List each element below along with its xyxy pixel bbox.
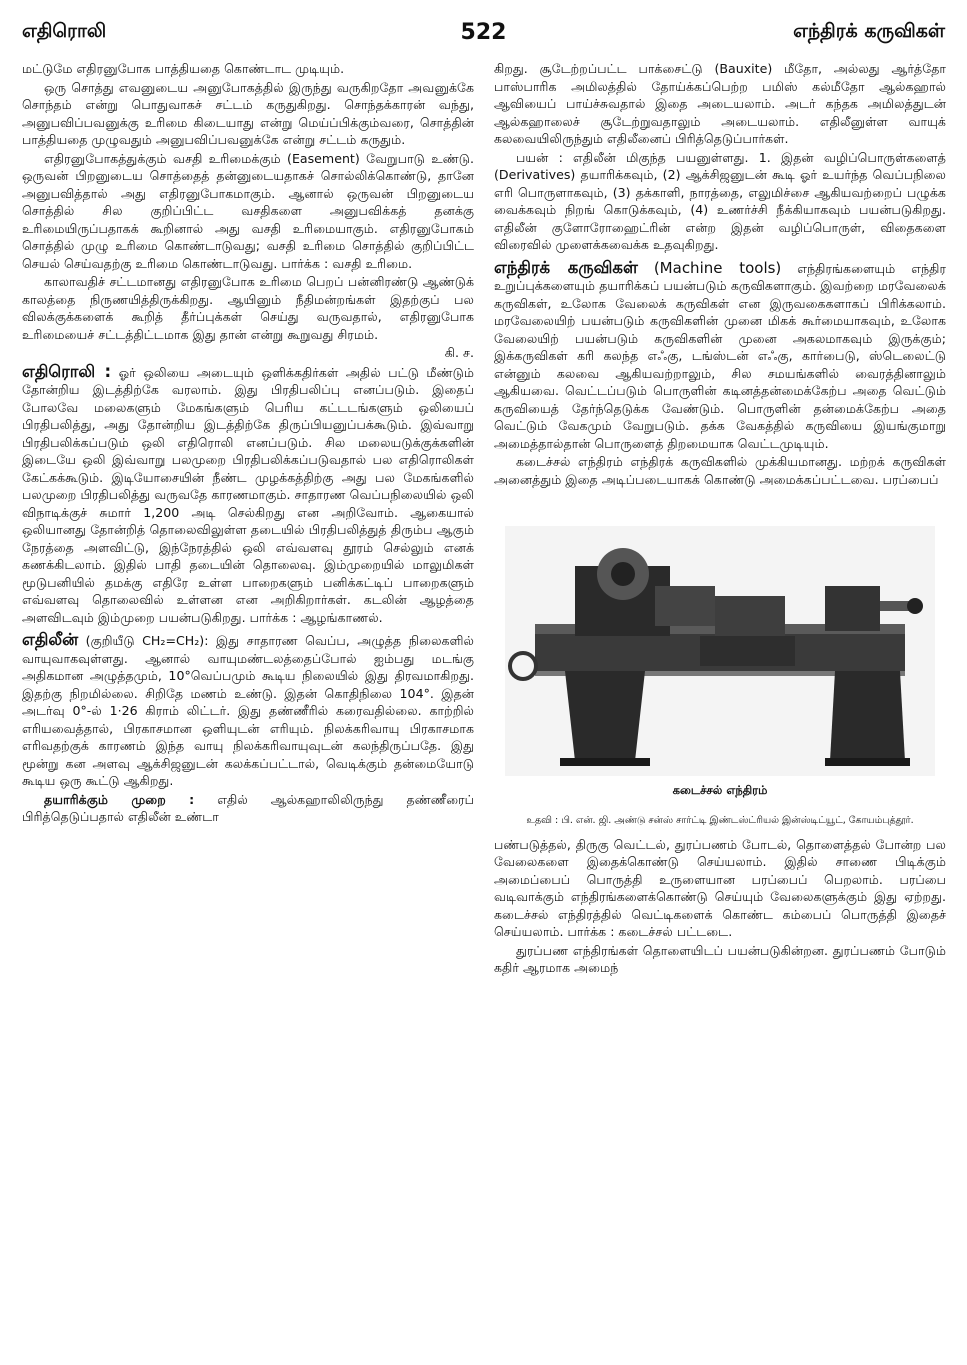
entry-heading: எதிரொலி :: [22, 361, 112, 381]
lathe-figure: [494, 526, 946, 828]
paragraph: [22, 791, 474, 826]
paragraph-body: எதில் ஆல்கஹாலிலிருந்து தண்ணீரைப் பிரித்தெடுப்பதால் எதிலீன் உண்டா: [22, 791, 474, 824]
paragraph: பயன் : எதிலீன் மிகுந்த பயனுள்ளது. 1. இதன் வழிப்பொருள்களைத் (Derivatives) தயாரிக்கவும், (2) ஆக்சிஜனுடன் கூடி ஓர் உயர்ந்த வெப்பநிலை எரி பொருளாகவும், (3) தக்காளி, நாரத்தை, எலுமிச்சை ஆகியவற்றைப் பழுக்க வைக்கவும் நிறங் கொடுக்கவும், (4) உணர்ச்சி நீக்கியாகவும் பயன்படுகிறது. எதிலீன் குளோரோஹைட்ரின் என்ற இதன் வழிப்பொருள், விதைகளை விரைவில் முளைக்கவைக்க உதவுகிறது.: [494, 149, 946, 252]
paragraph: எதிரனுபோகத்துக்கும் வசதி உரிமைக்கும் (Easement) வேறுபாடு உண்டு. ஒருவன் பிறனுடைய சொத்தைத் தன்னுடையதாகச் சொல்லிக்கொண்டு, தானே அனுபவித்தால் அது எதிரனுபோகமாகும். ஆனால் ஒருவன் பிறனுடைய சொத்தில் சில குறிப்பிட்ட வசதிகளை அனுபவிக்கத் தனக்கு உரிமையிருப்பதாகக் கூறினால் அது வசதி உரிமையாகும். எதிரனுபோகம் சொத்தில் முழு உரிமை கொண்டாடுவது; வசதி உரிமை சொத்தில் குறிப்பிட்ட செயல் செய்வதற்கு உரிமை கொண்டாடுவது. பார்க்க : வசதி உரிமை.: [22, 150, 474, 271]
header-right-title: எந்திரக் கருவிகள்: [793, 19, 945, 42]
entry-heading-english: (Machine tools): [653, 258, 782, 277]
paragraph: துரப்பண எந்திரங்கள் தொளையிடப் பயன்படுகின்றன. துரப்பணம் போடும் கதிர் ஆரமாக அமைந்: [494, 942, 946, 975]
entry-heading: எந்திரக் கருவிகள்: [494, 257, 638, 277]
header-left-title: எதிரொலி: [22, 19, 107, 42]
paragraph: கடைச்சல் எந்திரம் எந்திரக் கருவிகளில் முக்கியமானது. மற்றக் கருவிகள் அனைத்தும் இதை அடிப்படையாகக் கொண்டு அமைக்கப்பட்டவை. பரப்பைப்: [494, 454, 946, 487]
entry-heading: எதிலீன்: [22, 630, 79, 649]
author-signature: கி. ச.: [444, 345, 474, 360]
figure-credit: உதவி : பி. என். ஜி. அண்டு சன்ஸ் சார்ட்டி இண்டஸ்ட்ரியல் இன்ஸ்டிட்யூட், கோயம்புத்தூர்.: [526, 814, 914, 826]
chemical-formula: (குறியீடு CH₂=CH₂):: [85, 633, 209, 648]
figure-caption: கடைச்சல் எந்திரம்: [672, 783, 768, 797]
paragraph: பண்படுத்தல், திருகு வெட்டல், துரப்பணம் போடல், தொளைத்தல் போன்ற பல வேலைகளை இதைக்கொண்டு செய்யலாம். இதில் சாணை பிடிக்கும் அமைப்பைப் பொருத்தி உருளையான பரப்பைப் பெறலாம். பரப்பை வடிவாக்கும் எந்திரங்களைக்கொண்டு செய்யும் வேலைகளுக்கும் இது ஏற்றது. கடைச்சல் எந்திரத்தில் வெட்டிகளைக் கொண்ட கம்பைப் பொருத்தி இதைச் செய்யலாம். பார்க்க : கடைச்சல் பட்டடை.: [494, 836, 946, 939]
page-number: 522: [460, 19, 507, 45]
paragraph: ஒரு சொத்து எவனுடைய அனுபோகத்தில் இருந்து வருகிறதோ அவனுக்கே சொந்தம் என்று பொதுவாகச் சட்டம் கருதுகிறது. சொந்தக்காரன் வந்து, அனுபவிப்பவனுக்கு உரிமை கிடையாது என்று மெய்ப்பிக்கும்வரை, சொத்தின் பாத்தியதை முழுவதும் அனுபவிப்பவனுக்கே என்று சட்டம் கருதும்.: [22, 79, 474, 147]
entry-body: ஓர் ஒலியை அடையும் ஒளிக்கதிர்கள் அதில் பட்டு மீண்டும் தோன்றிய இடத்திற்கே வரலாம். இது பிரதிபலிப்பு எனப்படும். இதைப் போலவே மலைகளும் மேகங்களும் பெரிய கட்டடங்களும் ஒலியைப் பிரதிபலித்து, அது தோன்றிய இடத்திற்கே திருப்பியனுப்பக்கூடும். இவ்வாறு பிரதிபலிக்கப்படும் ஒலி எதிரொலி எனப்படும். சில மலையடுக்குக்களின் இடையே ஒலி இவ்வாறு பலமுறை பிரதிபலிக்கப்படுவதால் பல எதிரொலிகள் கேட்கக்கூடும். இடியோசையின் நீண்ட முழக்கத்திற்கு அது பல மேகங்களில் பலமுறை பிரதிபலித்து வருவதே காரணமாகும். சாதாரண வெப்பநிலையில் ஒலி விநாடிக்குச் சுமார் 1,200 அடி செல்கிறது என அறிவோம். ஆகையால் ஒலியானது தோன்றித் தொலைவிலுள்ள தடையில் பிரதிபலித்துத் திரும்ப ஆகும் நேரத்தை அளவிட்டு, இந்நேரத்தில் ஒலி எவ்வளவு தூரம் செல்லும் எனக் கணக்கிடலாம். இதில் பாதி தடையின் தொலைவு. இம்முறையில் மாலுமிகள் மூடுபனியில் தமக்கு எதிரே உள்ள பாறைகளும் பனிக்கட்டிப் பாறைகளும் எவ்வளவு தொலைவில் உள்ளன என அறிகிறார்கள். கடலின் ஆழத்தை அளவிடவும் இம்முறை பயன்படுகிறது. பார்க்க : ஆழங்காணல்.: [22, 364, 474, 625]
page-header: [22, 14, 945, 50]
subheading: தயாரிக்கும் முறை :: [44, 791, 195, 807]
entry-body: இது சாதாரண வெப்ப, அழுத்த நிலைகளில் வாயுவாகவுள்ளது. ஆனால் வாயுமண்டலத்தைப்போல் ஐம்பது மடங்கு அதிகமான அழுத்தமும், 10°வெப்பமும் கூடிய நிலையில் இது திரவமாகிறது. இதற்கு நிறமில்லை. சிறிதே மணம் உண்டு. இதன் கொதிநிலை 104°. இதன் அடர்வு 0°-ல் 1·26 கிராம் லிட்டர். இது தண்ணீரில் கரைவதில்லை. காற்றில் எரியவைத்தால், பிரகாசமான ஒளியுடன் எரியும். நிலக்கரிவாயு பிரகாசமாக எரிவதற்குக் காரணம் இந்த வாயு நிலக்கரிவாயுவுடன் கலந்திருப்பதே. இது மூன்று கன அளவு ஆக்சிஜனுடன் கலக்கப்பட்டால், வெடிக்கும் தன்மையோடு கூடிய ஒரு கூட்டு ஆகிறது.: [22, 633, 474, 788]
right-column: [494, 60, 946, 1355]
paragraph: காலாவதிச் சட்டமானது எதிரனுபோக உரிமை பெறப் பன்னிரண்டு ஆண்டுக் காலத்தை நிருணயித்திருக்கிறது. ஆயினும் நீதிமன்றங்கள் இதற்குப் பல விலக்குக்களைக் கூறித் தீர்ப்புக்கள் செய்து வருவதால், எதிரனுபோக உரிமையைச் சட்டத்திட்டமாக இது தான் என்று கூறுவது சிரமம்.: [22, 274, 474, 342]
left-column: [22, 60, 474, 1355]
paragraph: மட்டுமே எதிரனுபோக பாத்தியதை கொண்டாட முடியும்.: [22, 61, 345, 76]
lathe-machine-illustration: [505, 526, 935, 776]
entry-ethylene: [22, 631, 474, 790]
entry-echo: [22, 363, 474, 627]
entry-body: எந்திரங்களையும் எந்திர உறுப்புக்களையும் தயாரிக்கப் பயன்படும் கருவிகளாகும். இவற்றை மரவேலைக் கருவிகள், உலோக வேலைக் கருவிகள் என இருவகைகளாகப் பிரிக்கலாம். மரவேலையிற் பயன்படும் கருவிகளின் முனை மிகக் கூர்மையாகவும், உலோக வேலையிற் பயன்படும் கருவிகளின் முனை அகலமாகவும் இருக்கும்; இக்கருவிகள் கரி கலந்த எஃகு, டங்ஸ்டன் எஃகு, கார்பைடு, ஸ்டெலைட்டு என்னும் கலவை ஆகியவற்றாலும், சில சமயங்களில் வைரத்தினாலும் ஆகியவை. வெட்டப்படும் பொருளின் கடினத்தன்மைக்கேற்ப அதை வெட்டும் கருவியைத் தேர்ந்தெடுக்க வேண்டும். பொருளின் தன்மைக்கேற்ப அதை வெட்டும் வேகமும் வேறுபடும். தக்க வேகத்தில் கருவியை இயங்குமாறு அமைத்தால்தான் பொருளைத் திறமையாக வெட்டமுடியும்.: [494, 260, 946, 451]
paragraph: கிறது. சூடேற்றப்பட்ட பாக்சைட்டு (Bauxite) மீதோ, அல்லது ஆர்த்தோ பாஸ்பாரிக அமிலத்தில் தோய்க்கப்பெற்ற பமிஸ் கல்மீதோ ஆல்கஹால் ஆவியைப் பாய்ச்சுவதால் இதை அடையலாம். அடர் கந்தக அமிலத்துடன் ஆல்கஹாலைச் சூடேற்றுவதாலும் அடையலாம். எதிலீனுள்ள வாயுக் கலவையிலிருந்தும் எதிலீனைப் பிரித்தெடுப்பார்கள்.: [494, 61, 946, 146]
entry-machine-tools: [494, 259, 946, 453]
